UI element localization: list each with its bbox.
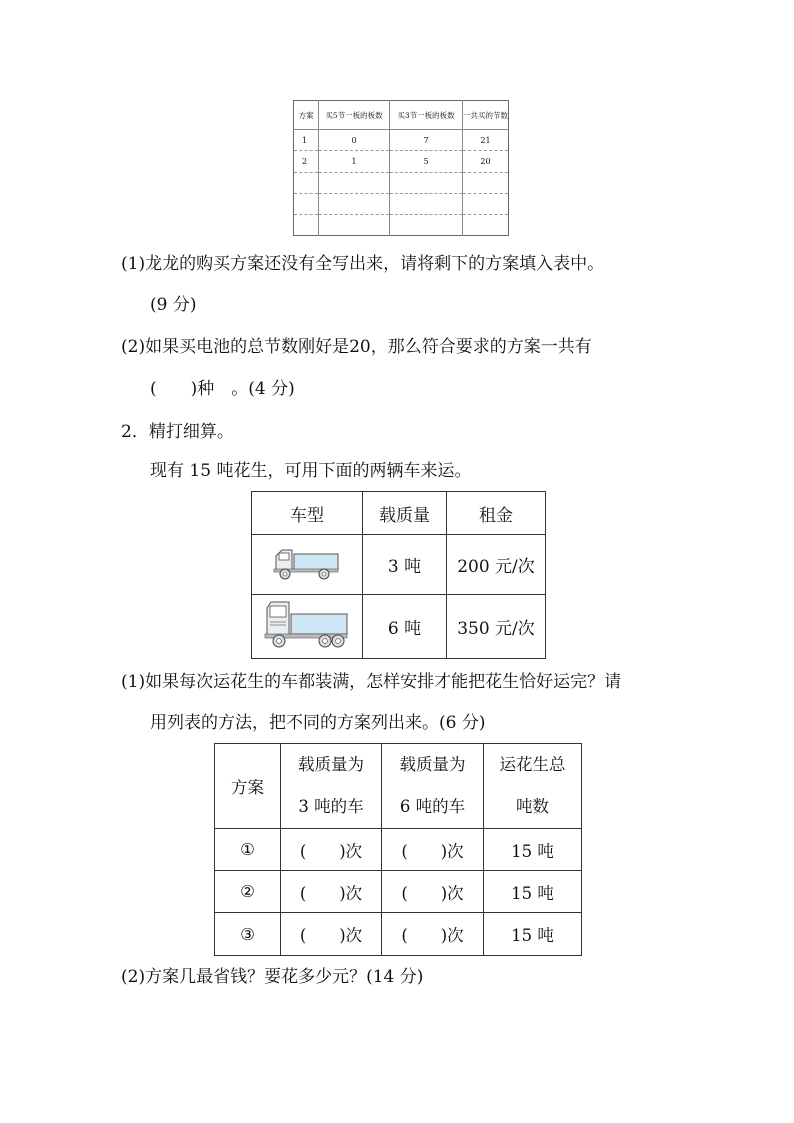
header-line: 6 吨的车 — [399, 797, 466, 816]
question-text: 如果买电池的总节数刚好是20，那么符合要求的方案一共有 — [145, 337, 592, 357]
table-row — [252, 535, 546, 594]
question-1-part-2 — [121, 335, 592, 359]
table-row-empty — [294, 193, 509, 214]
table-cell: 20 — [463, 151, 509, 172]
table-cell: 7 — [390, 130, 463, 151]
table-row — [215, 871, 582, 913]
table-cell[interactable] — [294, 193, 319, 214]
table-header: 买3节一板的板数 — [390, 101, 463, 130]
table-header: 一共买的节数 — [463, 101, 509, 130]
question-title: 精打细算。 — [148, 422, 234, 442]
battery-plan-table — [293, 100, 509, 236]
answer-blank[interactable]: ( )次 — [382, 913, 484, 956]
part-label: (1) — [121, 672, 146, 692]
question-2-part-2 — [121, 965, 423, 989]
table-cell[interactable] — [294, 214, 319, 235]
question-number: 2． — [121, 422, 149, 442]
table-header: 租金 — [447, 492, 546, 535]
large-truck-cell — [252, 594, 363, 658]
rent-cell: 200 元/次 — [447, 535, 546, 594]
answer-blank[interactable]: ( )次 — [382, 871, 484, 913]
table-header — [382, 744, 484, 829]
table-cell[interactable] — [463, 172, 509, 193]
plan-number: ① — [215, 829, 281, 871]
header-line: 吨数 — [516, 797, 549, 816]
truck-table — [251, 491, 546, 659]
plan-number: ③ — [215, 913, 281, 956]
table-cell: 21 — [463, 130, 509, 151]
table-cell[interactable] — [390, 193, 463, 214]
part-label: (1) — [121, 254, 146, 274]
table-header — [484, 744, 582, 829]
table-row — [294, 151, 509, 172]
part-label: (2) — [121, 967, 146, 987]
large-truck-icon — [263, 598, 351, 650]
load-cell: 6 吨 — [363, 594, 447, 658]
table-cell: 1 — [302, 135, 308, 145]
question-score: (9 分) — [150, 295, 197, 315]
table-cell: 1 — [319, 151, 390, 172]
header-line: 载质量为 — [399, 755, 466, 774]
table-row — [215, 913, 582, 956]
question-2-part-1 — [121, 670, 621, 694]
table-cell: 5 — [390, 151, 463, 172]
answer-blank[interactable]: ( )次 — [281, 829, 382, 871]
question-text: 方案几最省钱？要花多少元？(14 分) — [145, 967, 424, 987]
question-text: 龙龙的购买方案还没有全写出来，请将剩下的方案填入表中。 — [145, 254, 605, 274]
table-cell: 0 — [319, 130, 390, 151]
load-cell: 3 吨 — [363, 535, 447, 594]
small-truck-cell — [252, 535, 363, 594]
table-row — [215, 829, 582, 871]
plan-table — [214, 743, 582, 956]
rent-cell: 350 元/次 — [447, 594, 546, 658]
table-row — [294, 130, 509, 151]
table-cell[interactable] — [294, 172, 319, 193]
table-cell[interactable] — [319, 172, 390, 193]
total-cell: 15 吨 — [484, 829, 582, 871]
part-label: (2) — [121, 337, 146, 357]
table-row-empty — [294, 214, 509, 235]
small-truck-icon — [272, 542, 342, 582]
table-cell[interactable] — [319, 193, 390, 214]
table-cell[interactable] — [390, 214, 463, 235]
table-cell: 2 — [302, 157, 308, 167]
header-line: 3 吨的车 — [298, 797, 364, 816]
table-header — [281, 744, 382, 829]
answer-blank[interactable]: ( )次 — [281, 871, 382, 913]
answer-blank[interactable]: ( )种 。(4 分) — [150, 379, 295, 399]
question-intro: 现有 15 吨花生，可用下面的两辆车来运。 — [150, 461, 472, 481]
table-row-empty — [294, 172, 509, 193]
total-cell: 15 吨 — [484, 871, 582, 913]
table-header: 方案 — [215, 744, 281, 829]
question-2-title — [121, 420, 234, 444]
answer-blank[interactable]: ( )次 — [382, 829, 484, 871]
table-header: 车型 — [252, 492, 363, 535]
table-cell[interactable] — [463, 214, 509, 235]
table-header: 载质量 — [363, 492, 447, 535]
table-header: 买5节一板的板数 — [319, 101, 390, 130]
table-cell[interactable] — [390, 172, 463, 193]
table-cell[interactable] — [319, 214, 390, 235]
table-header: 方案 — [298, 110, 314, 120]
header-line: 载质量为 — [298, 755, 364, 774]
table-cell[interactable] — [463, 193, 509, 214]
question-1-part-1 — [121, 252, 604, 276]
plan-number: ② — [215, 871, 281, 913]
answer-blank[interactable]: ( )次 — [281, 913, 382, 956]
total-cell: 15 吨 — [484, 913, 582, 956]
question-text: 如果每次运花生的车都装满，怎样安排才能把花生恰好运完？请 — [145, 672, 622, 692]
table-row — [252, 594, 546, 658]
header-line: 运花生总 — [499, 755, 566, 774]
question-text-line-2: 用列表的方法，把不同的方案列出来。(6 分) — [150, 713, 486, 733]
